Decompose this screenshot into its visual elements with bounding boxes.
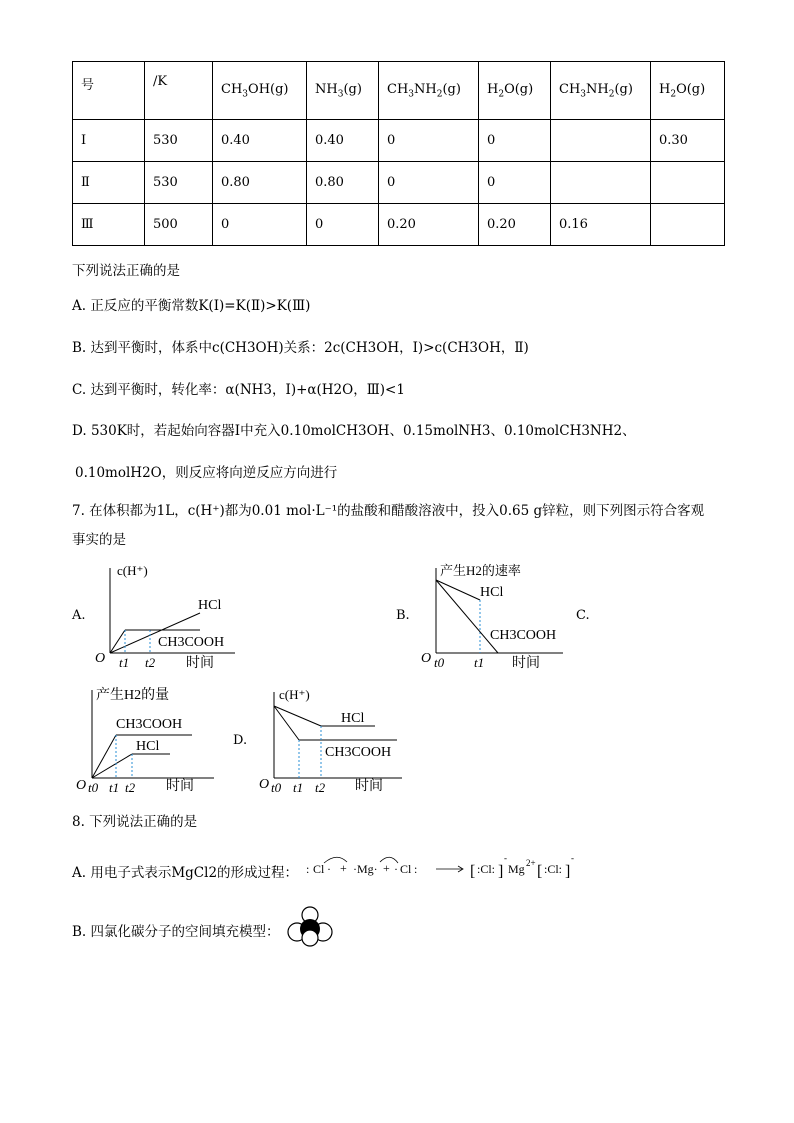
- chart-c: [74, 682, 234, 798]
- svg-text:-: -: [571, 853, 574, 863]
- chart-c-t0: t0: [88, 780, 99, 795]
- table-header: 号: [73, 62, 145, 120]
- table-cell: 0: [479, 120, 551, 162]
- chart-d-t1: t1: [293, 780, 304, 795]
- chart-d-ylabel: c(H⁺): [279, 687, 310, 702]
- svg-text:]: ]: [498, 863, 504, 880]
- table-cell: 0.40: [213, 120, 307, 162]
- svg-text::Cl:: :Cl:: [544, 862, 563, 876]
- option-text: 达到平衡时，体系中c(CH3OH)关系：2c(CH3OH，Ⅰ)>c(CH3OH，Ⅱ): [90, 340, 529, 356]
- q7-stem-cont: 事实的是: [72, 532, 126, 548]
- chart-d-t2: t2: [315, 780, 326, 795]
- option-label: B.: [72, 340, 87, 356]
- chart-b-ylabel: 产生H2的速率: [440, 563, 521, 578]
- table-cell: 0: [213, 204, 307, 246]
- series-hcl-rise: [92, 754, 132, 778]
- table-cell: [551, 162, 651, 204]
- table-cell: 530: [145, 120, 213, 162]
- svg-text:[: [: [537, 863, 543, 880]
- chart-c-t1: t1: [109, 780, 120, 795]
- chart-c-t2: t2: [125, 780, 136, 795]
- series-hcl-line: [436, 580, 480, 600]
- q7-option-b-label: B.: [396, 608, 410, 623]
- table-header: /K: [145, 62, 213, 120]
- table-cell: 0.16: [551, 204, 651, 246]
- chart-b-series-ch3cooh: CH3COOH: [490, 628, 557, 643]
- table-header: $CH_3NH_2(g)$: [551, 62, 651, 120]
- mgcl2-electron-formula: [302, 850, 594, 886]
- table-header-row: [73, 62, 725, 120]
- q6-option-d-cont: 0.10molH2O，则反应将向逆反应方向进行: [75, 465, 338, 481]
- table-cell: Ⅱ: [73, 162, 145, 204]
- option-text: 正反应的平衡常数K(Ⅰ)=K(Ⅱ)>K(Ⅲ): [90, 298, 311, 314]
- table-header: $CH_3OH(g)$: [213, 62, 307, 120]
- q8-stem: 8. 下列说法正确的是: [72, 814, 198, 830]
- svg-text:]: ]: [565, 863, 571, 880]
- chart-d-series-hcl: HCl: [341, 711, 365, 726]
- table-cell: [551, 120, 651, 162]
- option-text: 530K时，若起始向容器Ⅰ中充入0.10molCH3OH、0.15molNH3、0.10molCH3NH2、: [90, 423, 636, 439]
- svg-text:Cl: Cl: [400, 862, 412, 876]
- table-cell: 0.80: [307, 162, 379, 204]
- svg-text:·: ·: [394, 862, 398, 876]
- chart-c-origin: O: [76, 778, 87, 793]
- chart-d-xlabel: 时间: [355, 779, 383, 794]
- svg-text:2+: 2+: [526, 858, 536, 868]
- table-cell: Ⅲ: [73, 204, 145, 246]
- svg-text::Cl:: :Cl:: [477, 862, 496, 876]
- q6-prompt: 下列说法正确的是: [72, 263, 180, 279]
- q6-option-d: [72, 419, 636, 439]
- chart-b-series-hcl: HCl: [480, 585, 504, 600]
- svg-text:[: [: [470, 863, 476, 880]
- ccl4-space-filling-model: [285, 905, 337, 949]
- chart-d-series-ch3cooh: CH3COOH: [325, 745, 392, 760]
- equilibrium-table: [72, 61, 725, 246]
- chart-d-t0: t0: [271, 780, 282, 795]
- option-label: C.: [72, 382, 87, 398]
- chart-b-origin: O: [421, 651, 432, 666]
- svg-text::: :: [414, 862, 418, 876]
- chart-b-t1: t1: [474, 655, 485, 670]
- q8-option-a: A. 用电子式表示MgCl2的形成过程：: [72, 865, 299, 881]
- table-row: [73, 120, 725, 162]
- table-cell: [651, 162, 725, 204]
- table-cell: 0.20: [479, 204, 551, 246]
- q7-option-a-label: A.: [72, 608, 86, 623]
- svg-text:·: ·: [327, 862, 331, 876]
- chart-c-series-hcl: HCl: [136, 739, 160, 754]
- option-label: A.: [72, 298, 87, 314]
- chart-d: [257, 682, 417, 798]
- svg-text:Cl: Cl: [313, 862, 325, 876]
- chart-a-xlabel: 时间: [186, 656, 214, 671]
- option-text: 达到平衡时，转化率：α(NH3，Ⅰ)+α(H2O，Ⅲ)<1: [90, 382, 405, 398]
- table-row: [73, 162, 725, 204]
- q8-option-b: B. 四氯化碳分子的空间填充模型：: [72, 924, 280, 940]
- chart-a: [90, 558, 250, 674]
- table-cell: 0.80: [213, 162, 307, 204]
- chart-c-ylabel: 产生H2的量: [96, 688, 170, 703]
- q7-option-c-label: C.: [576, 608, 590, 623]
- table-header: $CH_3NH_2(g)$: [379, 62, 479, 120]
- chart-a-origin: O: [95, 651, 106, 666]
- q6-option-b: [72, 336, 529, 356]
- table-header: $NH_3(g)$: [307, 62, 379, 120]
- table-header: $H_2O(g)$: [479, 62, 551, 120]
- table-cell: 0: [379, 162, 479, 204]
- table-cell: 500: [145, 204, 213, 246]
- svg-text:·Mg·: ·Mg·: [353, 862, 378, 876]
- chart-b: [418, 558, 578, 674]
- series-ch3cooh-rise: [92, 735, 116, 778]
- table-cell: 0: [479, 162, 551, 204]
- chart-a-series-hcl: HCl: [198, 598, 222, 613]
- chart-a-ylabel: c(H⁺): [117, 563, 148, 578]
- svg-text:+: +: [383, 861, 390, 875]
- q6-option-c: [72, 378, 405, 398]
- svg-text:+: +: [340, 861, 347, 875]
- chart-c-series-ch3cooh: CH3COOH: [116, 717, 183, 732]
- table-cell: 0: [379, 120, 479, 162]
- chart-d-origin: O: [259, 777, 270, 792]
- table-cell: 0.20: [379, 204, 479, 246]
- table-cell: 0.30: [651, 120, 725, 162]
- table-cell: Ⅰ: [73, 120, 145, 162]
- q6-option-a: [72, 294, 310, 314]
- svg-text:Mg: Mg: [508, 862, 525, 876]
- table-cell: 0.40: [307, 120, 379, 162]
- chart-a-t2: t2: [145, 655, 156, 670]
- table-cell: 0: [307, 204, 379, 246]
- chart-b-t0: t0: [434, 655, 445, 670]
- chart-a-t1: t1: [119, 655, 130, 670]
- table-header: $H_2O(g)$: [651, 62, 725, 120]
- chart-c-xlabel: 时间: [166, 779, 194, 794]
- q7-option-d-label: D.: [233, 733, 248, 748]
- svg-text::: :: [306, 862, 310, 876]
- chart-b-xlabel: 时间: [512, 656, 540, 671]
- svg-text:-: -: [504, 853, 507, 863]
- table-cell: [651, 204, 725, 246]
- chart-a-series-ch3cooh: CH3COOH: [158, 635, 225, 650]
- table-row: [73, 204, 725, 246]
- option-label: D.: [72, 423, 87, 439]
- table-cell: 530: [145, 162, 213, 204]
- q7-stem: 7. 在体积都为1L，c(H⁺)都为0.01 mol·L⁻¹的盐酸和醋酸溶液中，投入0.65 g锌粒，则下列图示符合客观: [72, 503, 705, 519]
